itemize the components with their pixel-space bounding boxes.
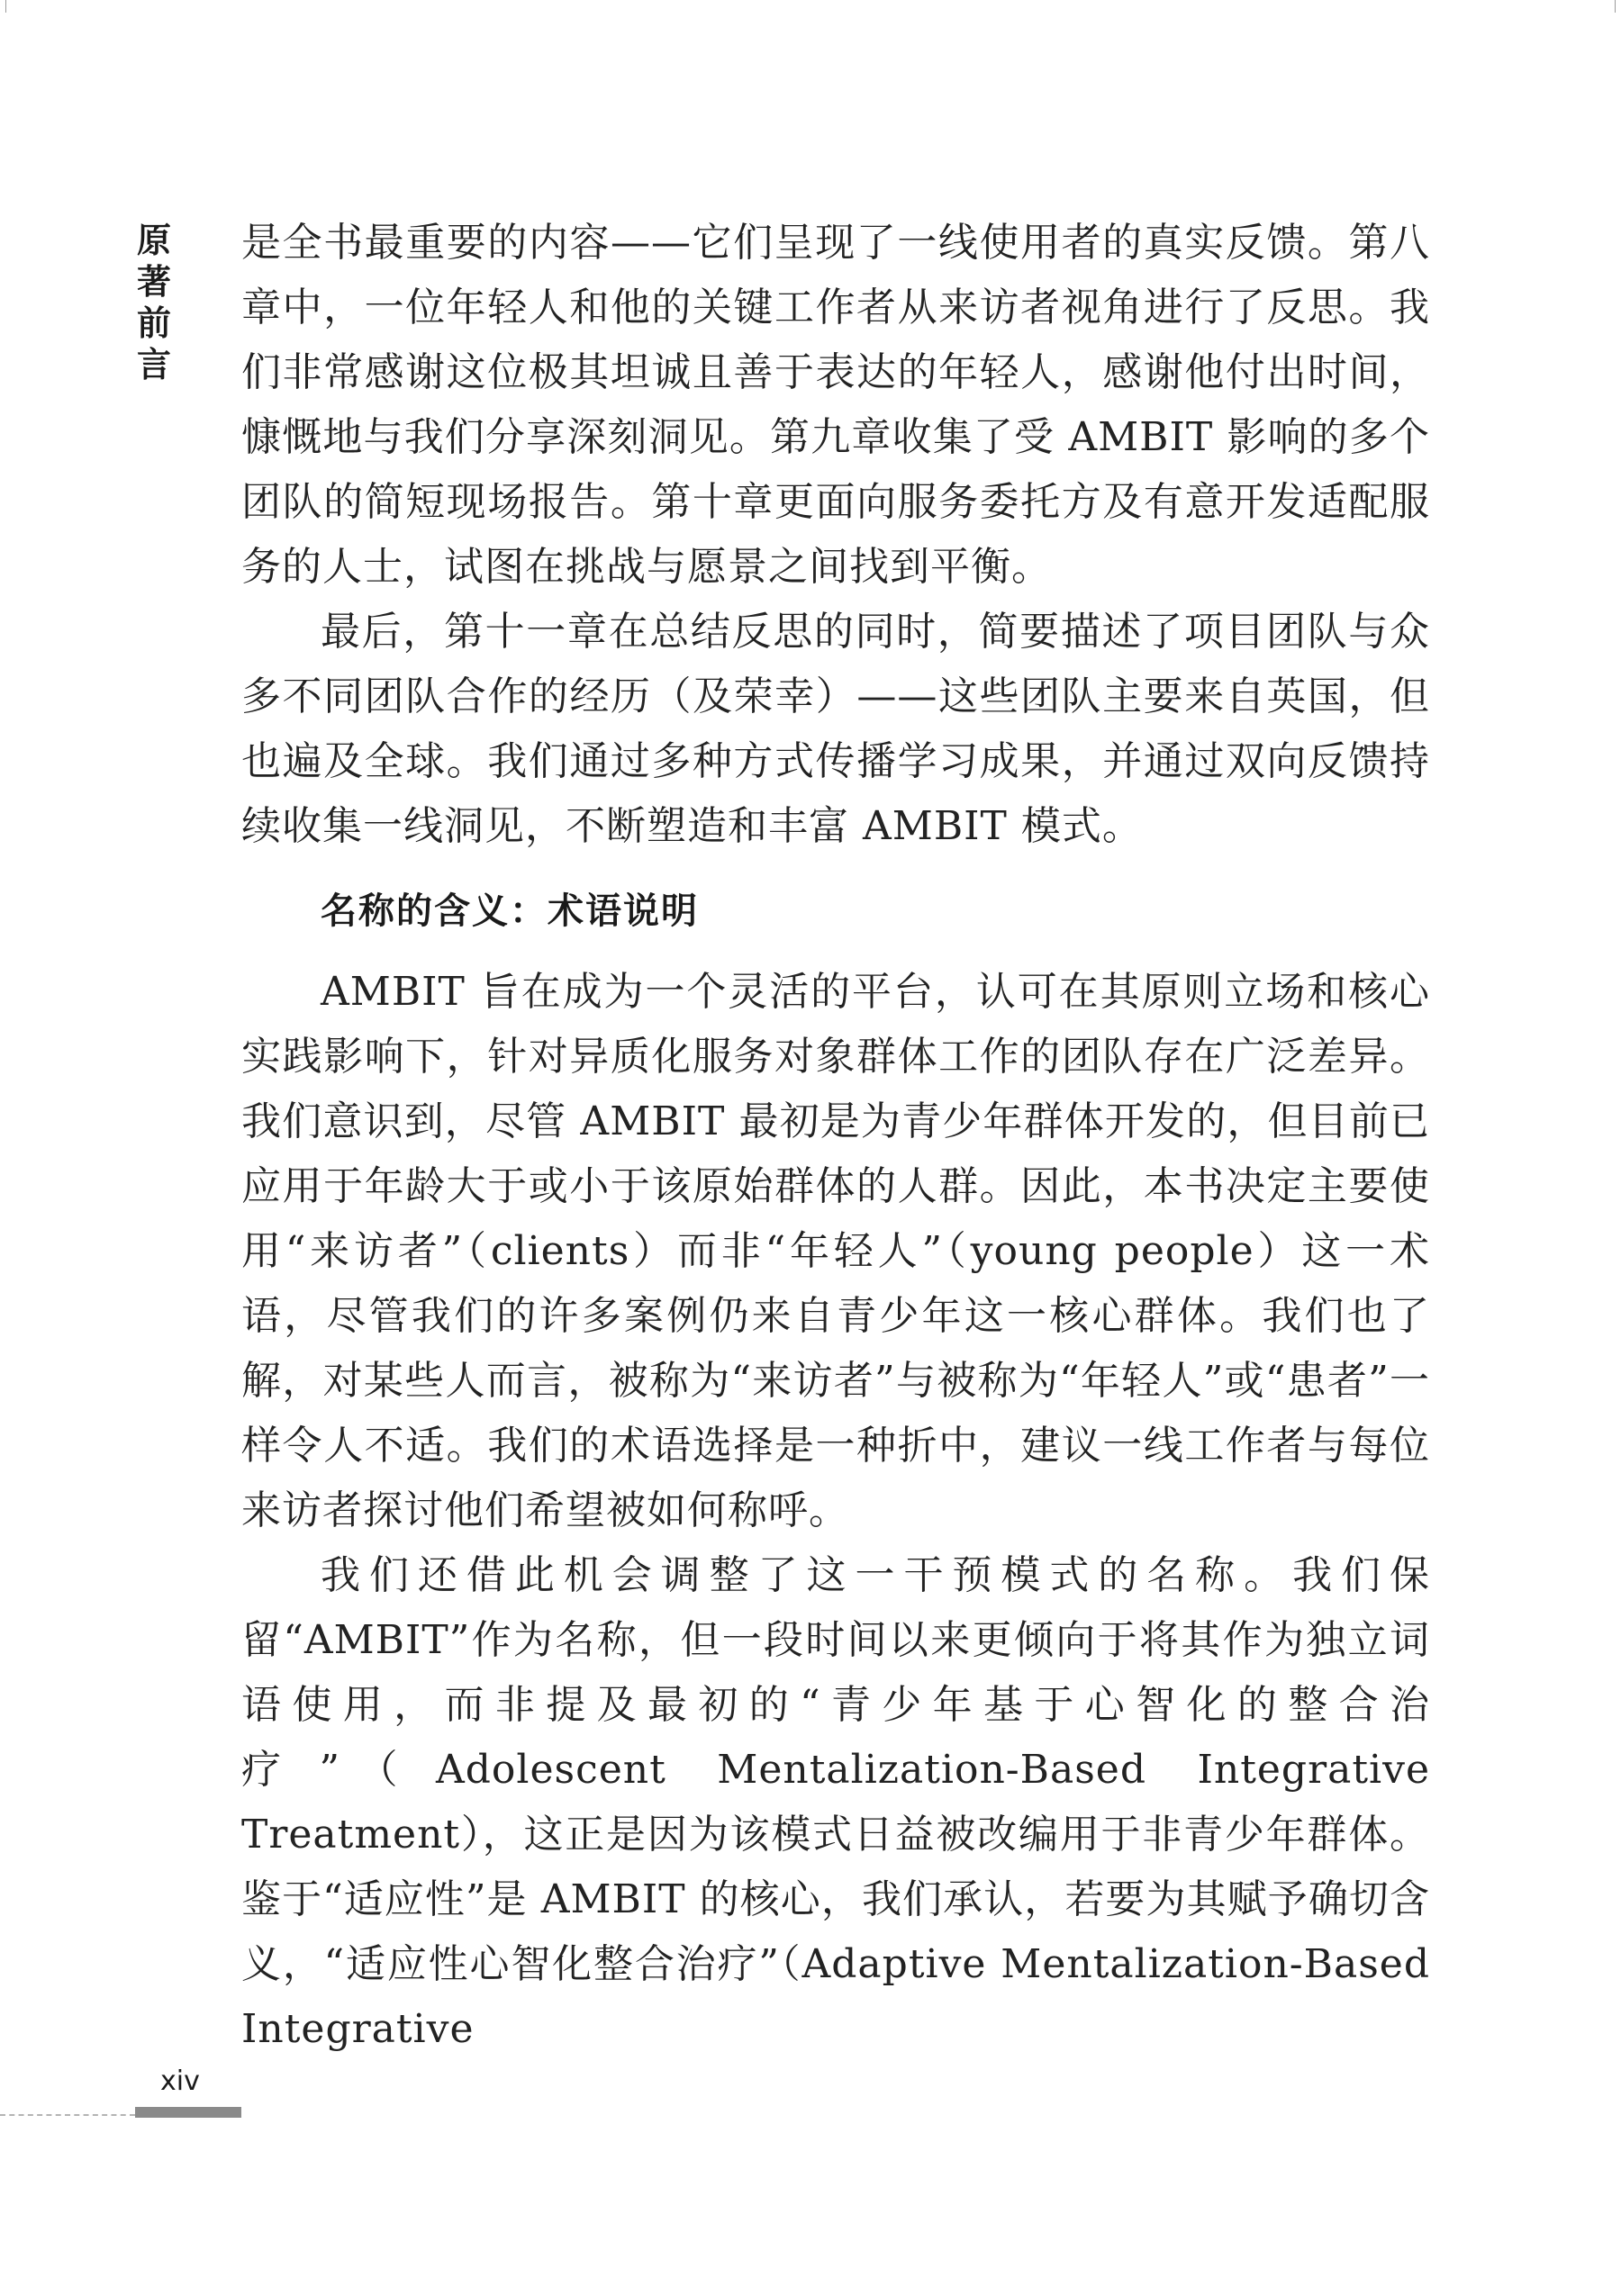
paragraph-name-change: 我们还借此机会调整了这一干预模式的名称。我们保留“AMBIT”作为名称，但一段时间以来更倾向于将其作为独立词语使用，而非提及最初的“青少年基于心智化的整合治疗”（Adolescent Mentalization-Based Integrative Treatment），这正是因为该模式日益被改编用于非青少年群体。鉴于“适应性”是 AMBIT 的核心，我们承认，若要为其赋予确切含义，“适应性心智化整合治疗”（Adaptive Mentalization-Based Integrative [241, 1552, 1430, 2052]
crop-mark-right [1615, 0, 1616, 13]
footer-dashed-rule [0, 2114, 135, 2116]
side-label-char: 著 [136, 262, 171, 302]
side-label-char: 原 [136, 221, 171, 260]
crop-mark-left [5, 0, 6, 13]
paragraph-final-chapter: 最后，第十一章在总结反思的同时，简要描述了项目团队与众多不同团队合作的经历（及荣幸）——这些团队主要来自英国，但也遍及全球。我们通过多种方式传播学习成果，并通过双向反馈持续收集一线洞见，不断塑造和丰富 AMBIT 模式。 [241, 609, 1430, 849]
chapter-side-label [133, 220, 175, 385]
section-heading: 名称的含义：术语说明 [321, 890, 699, 932]
footer-bar [135, 2107, 241, 2118]
paragraph-continued: 是全书最重要的内容——它们呈现了一线使用者的真实反馈。第八章中，一位年轻人和他的关键工作者从来访者视角进行了反思。我们非常感谢这位极其坦诚且善于表达的年轻人，感谢他付出时间，慷慨地与我们分享深刻洞见。第九章收集了受 AMBIT 影响的多个团队的简短现场报告。第十章更面向服务委托方及有意开发适配服务的人士，试图在挑战与愿景之间找到平衡。 [241, 220, 1430, 590]
side-label-char: 前 [136, 303, 171, 343]
paragraph-terminology: AMBIT 旨在成为一个灵活的平台，认可在其原则立场和核心实践影响下，针对异质化服务对象群体工作的团队存在广泛差异。我们意识到，尽管 AMBIT 最初是为青少年群体开发的，但目前已应用于年龄大于或小于该原始群体的人群。因此，本书决定主要使用“来访者”（clients）而非“年轻人”（young people）这一术语，尽管我们的许多案例仍来自青少年这一核心群体。我们也了解，对某些人而言，被称为“来访者”与被称为“年轻人”或“患者”一样令人不适。我们的术语选择是一种折中，建议一线工作者与每位来访者探讨他们希望被如何称呼。 [241, 969, 1430, 1533]
page-body [241, 211, 1430, 2062]
side-label-char: 言 [136, 345, 171, 384]
page-number: xiv [160, 2065, 200, 2097]
